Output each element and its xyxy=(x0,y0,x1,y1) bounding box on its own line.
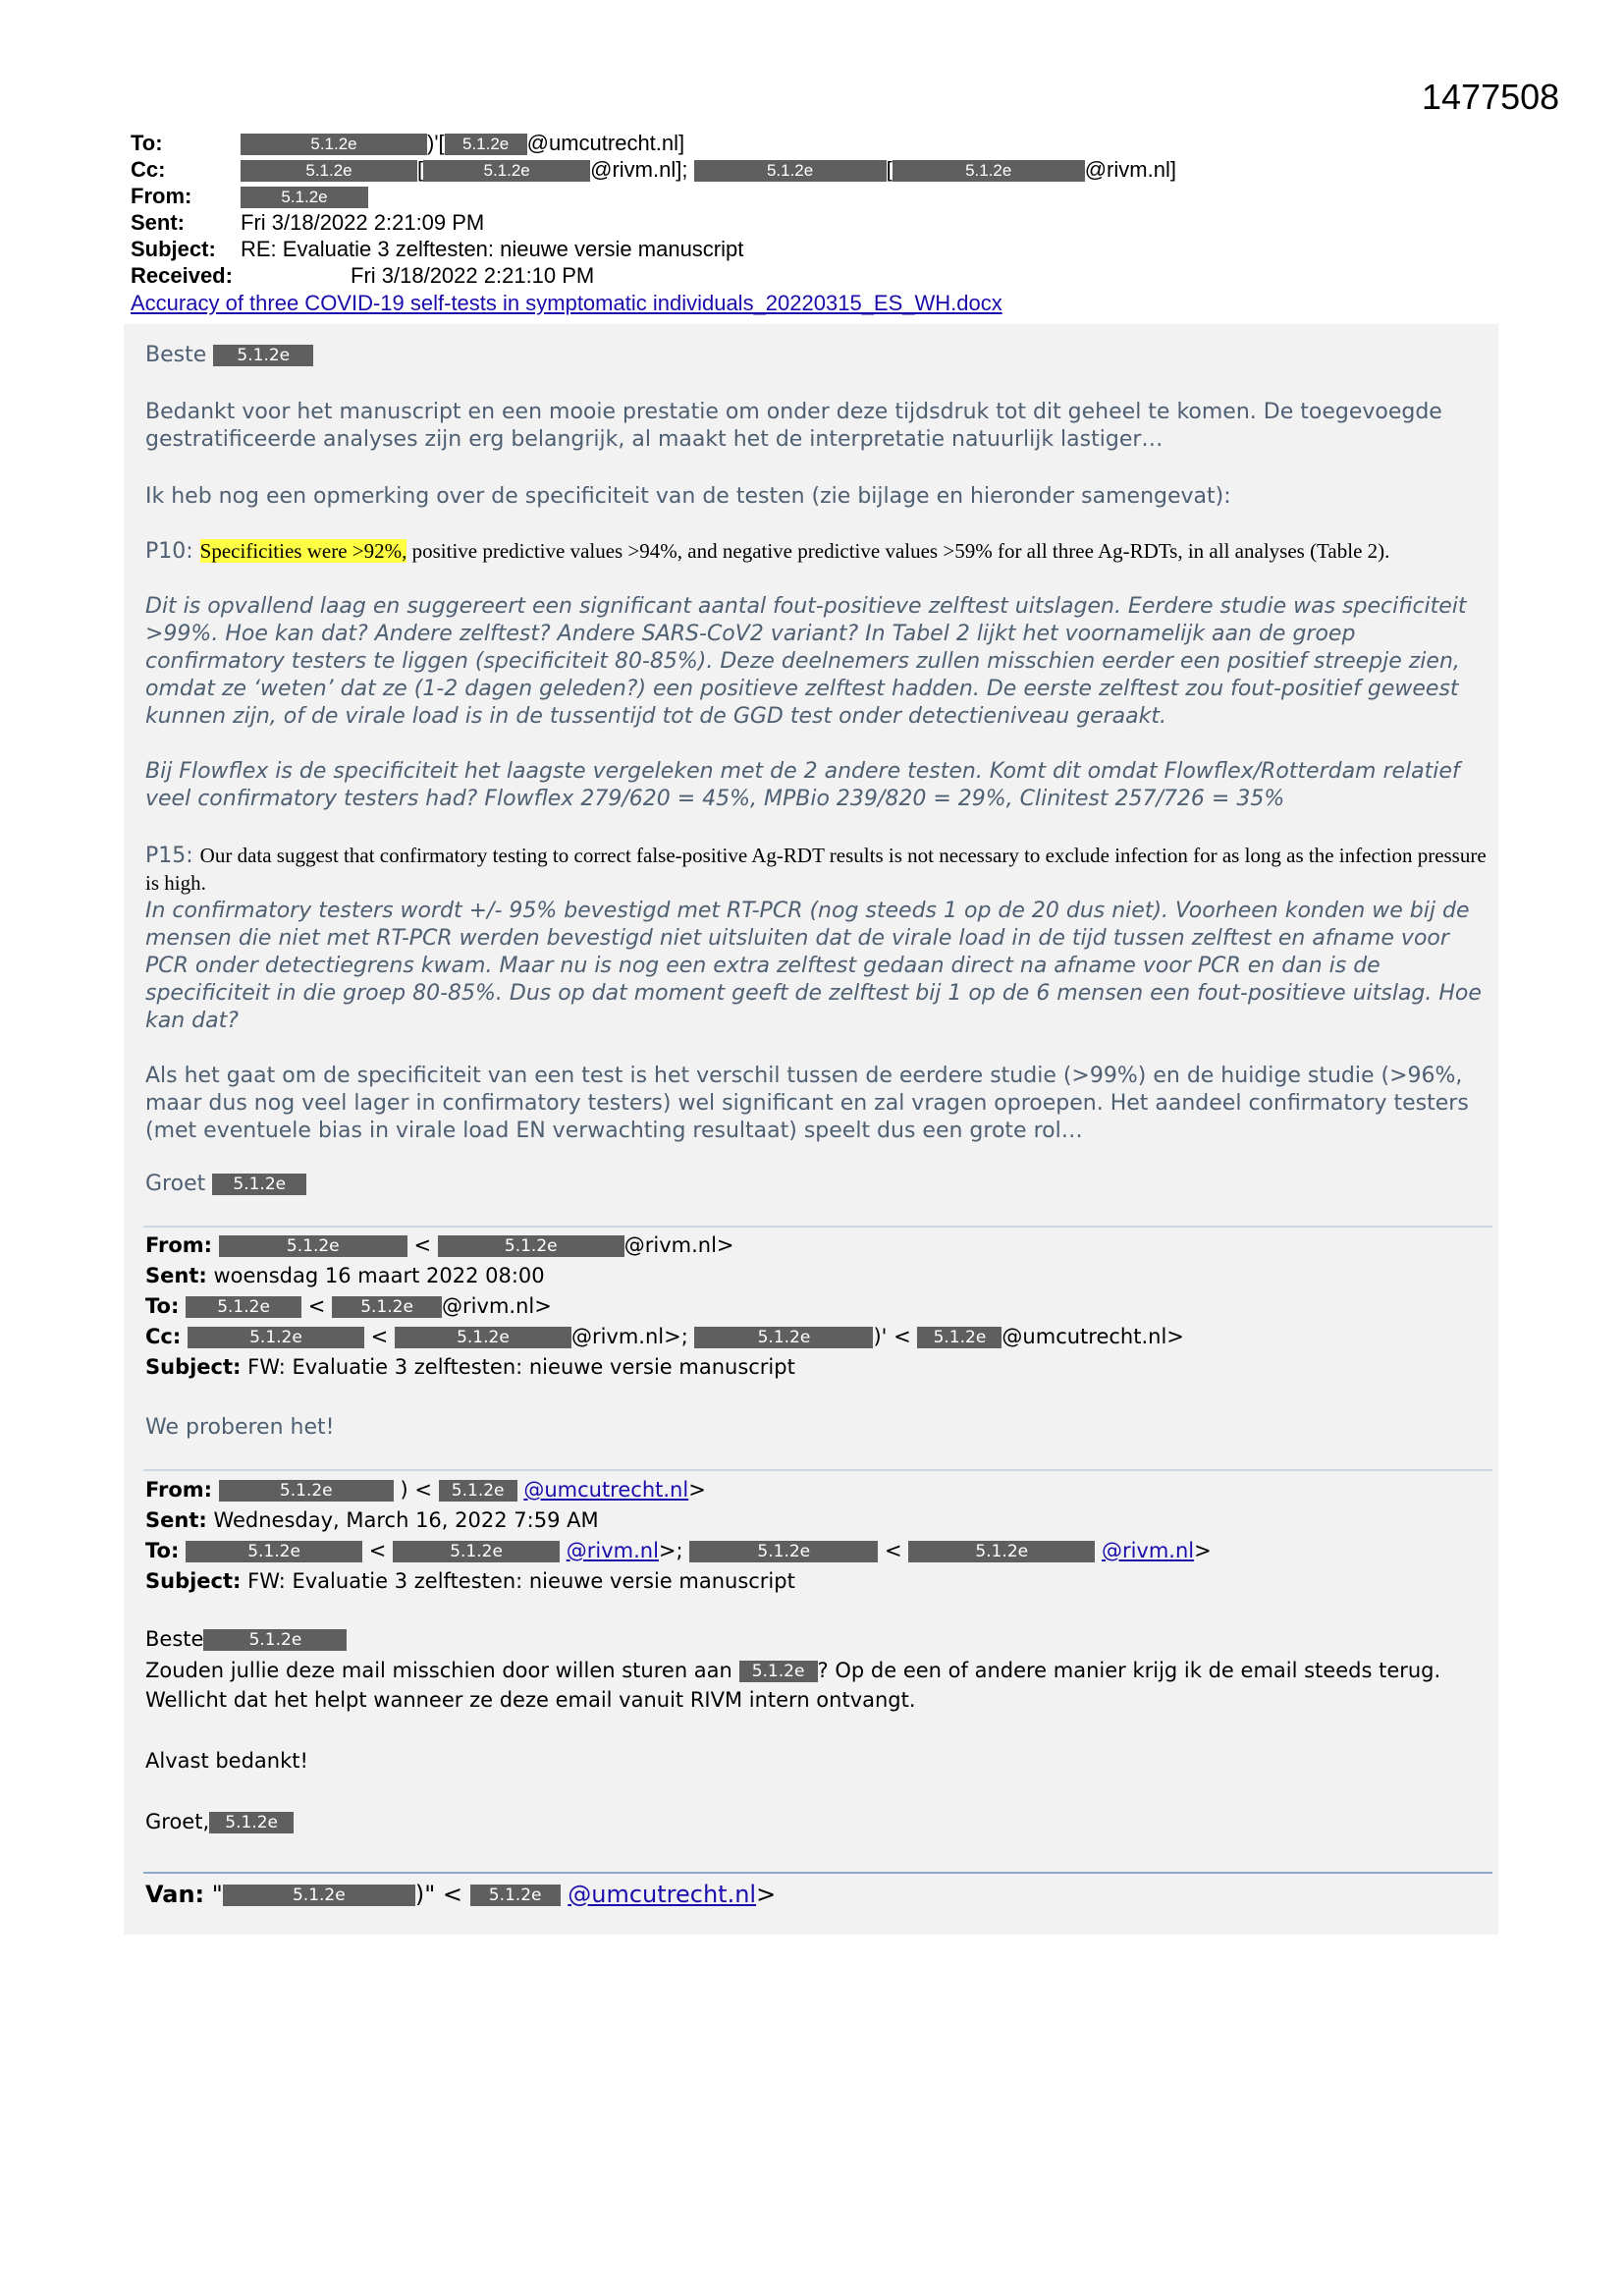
fwd2-greeting-text: Beste xyxy=(145,1627,204,1651)
fwd1-sent-label: Sent: xyxy=(145,1264,207,1287)
closing-text: Groet xyxy=(145,1172,206,1196)
redaction-box: 5.1.2e xyxy=(212,1174,306,1195)
fwd1-subject-label: Subject: xyxy=(145,1355,242,1379)
to-sep: )'[ xyxy=(427,131,445,155)
fwd2-gt: > xyxy=(688,1478,706,1502)
sent-label: Sent: xyxy=(131,210,185,235)
subject-label: Subject: xyxy=(131,237,216,261)
redaction-box: 5.1.2e xyxy=(203,1629,347,1651)
quote-p10 xyxy=(145,538,1490,566)
header-from-row xyxy=(131,184,368,209)
fwd1-cc-row xyxy=(145,1324,1184,1349)
fwd2-subject-value: FW: Evaluatie 3 zelftesten: nieuwe versie manuscript xyxy=(247,1569,795,1593)
fwd2-to-link-1[interactable]: @rivm.nl xyxy=(566,1539,659,1562)
fwd2-line1-b: ? Op de een of andere manier krijg ik de email steeds terug. xyxy=(817,1659,1441,1682)
redaction-box: 5.1.2e xyxy=(438,1235,624,1257)
fwd2-lt: < xyxy=(414,1478,432,1502)
fwd2-to-row xyxy=(145,1538,1212,1563)
redaction-box: 5.1.2e xyxy=(241,134,427,155)
fwd1-sent-row xyxy=(145,1263,545,1288)
fwd1-cc-quote: )' xyxy=(873,1325,888,1348)
quote-p15 xyxy=(145,843,1490,898)
greeting xyxy=(145,342,1490,369)
fwd2-from-label: From: xyxy=(145,1478,213,1502)
redaction-box: 5.1.2e xyxy=(694,160,887,182)
fwd1-message: We proberen het! xyxy=(145,1415,335,1440)
van-quote-open: " xyxy=(211,1881,223,1908)
redaction-box: 5.1.2e xyxy=(908,1541,1095,1562)
from-label: From: xyxy=(131,184,192,208)
fwd1-sent-value: woensdag 16 maart 2022 08:00 xyxy=(213,1264,545,1287)
van-row xyxy=(145,1880,776,1909)
fwd2-to-link-2[interactable]: @rivm.nl xyxy=(1101,1539,1195,1562)
redaction-box: 5.1.2e xyxy=(241,160,417,182)
redaction-box: 5.1.2e xyxy=(188,1327,364,1348)
redaction-box: 5.1.2e xyxy=(186,1296,301,1318)
p15-text: Our data suggest that confirmatory testing to correct false-positive Ag-RDT results is not necessary to exclude infection for as long as the infection pressure is high. xyxy=(145,844,1487,895)
cc-domain-2: @rivm.nl] xyxy=(1084,157,1176,182)
fwd1-cc-domain-2: @umcutrecht.nl> xyxy=(1001,1325,1184,1348)
redaction-box: 5.1.2e xyxy=(395,1327,571,1348)
fwd2-subject-row xyxy=(145,1568,795,1594)
fwd1-lt: < xyxy=(413,1233,432,1257)
document-id: 1477508 xyxy=(1422,77,1560,117)
fwd1-from-label: From: xyxy=(145,1233,213,1257)
redaction-box: 5.1.2e xyxy=(186,1541,362,1562)
van-quote-close: )" xyxy=(414,1881,436,1908)
redaction-box: 5.1.2e xyxy=(694,1327,873,1348)
fwd2-from-row xyxy=(145,1477,706,1503)
redaction-box: 5.1.2e xyxy=(423,160,590,182)
paragraph-conclusion: Als het gaat om de specificiteit van een test is het verschil tussen de eerdere studie (>99%) en de huidige studie (>96%, maar dus nog veel lager in confirmatory testers) wel significant en zal vragen oproepen. Het aandeel confirmatory testers (met eventuele bias in virale load EN verwachting resultaat) speelt dus een grote rol… xyxy=(145,1064,1469,1143)
fwd1-cc-domain-1: @rivm.nl>; xyxy=(570,1325,688,1348)
redaction-box: 5.1.2e xyxy=(445,134,527,155)
fwd1-from-domain: @rivm.nl> xyxy=(623,1233,734,1257)
to-domain: @umcutrecht.nl] xyxy=(526,131,685,155)
fwd2-closing-text: Groet, xyxy=(145,1810,210,1833)
redaction-box: 5.1.2e xyxy=(213,345,313,366)
fwd1-cc-label: Cc: xyxy=(145,1325,182,1348)
fwd2-sent-row xyxy=(145,1507,599,1533)
sent-value: Fri 3/18/2022 2:21:09 PM xyxy=(241,210,485,235)
paragraph-remark: Ik heb nog een opmerking over de specificiteit van de testen (zie bijlage en hieronder samengevat): xyxy=(145,484,1231,509)
fwd2-line2: Wellicht dat het helpt wanneer ze deze email vanuit RIVM intern ontvangt. xyxy=(145,1688,916,1712)
fwd1-lt: < xyxy=(893,1325,911,1348)
redaction-box: 5.1.2e xyxy=(739,1661,818,1682)
attachment-link[interactable]: Accuracy of three COVID-19 self-tests in symptomatic individuals_20220315_ES_WH.docx xyxy=(131,291,1002,315)
van-gt: > xyxy=(756,1881,777,1908)
fwd2-to-sep: >; xyxy=(658,1539,683,1562)
fwd2-thanks: Alvast bedankt! xyxy=(145,1749,308,1773)
paragraph-thanks: Bedankt voor het manuscript en een mooie prestatie om onder deze tijdsdruk tot dit geheel te komen. De toegevoegde gestratificeerde analyses zijn erg belangrijk, al maakt het de interpretatie natuurlijk lastiger… xyxy=(145,400,1442,452)
fwd2-subject-label: Subject: xyxy=(145,1569,242,1593)
redaction-box: 5.1.2e xyxy=(223,1885,415,1906)
fwd2-line1-a: Zouden jullie deze mail misschien door willen sturen aan xyxy=(145,1659,732,1682)
fwd2-sent-label: Sent: xyxy=(145,1508,207,1532)
redaction-box: 5.1.2e xyxy=(393,1541,560,1562)
fwd2-lt: < xyxy=(368,1539,387,1562)
separator xyxy=(143,1872,1492,1874)
redaction-box: 5.1.2e xyxy=(689,1541,878,1562)
received-value: Fri 3/18/2022 2:21:10 PM xyxy=(351,263,595,288)
subject-value: RE: Evaluatie 3 zelftesten: nieuwe versie manuscript xyxy=(241,237,744,261)
separator xyxy=(143,1469,1492,1471)
fwd1-to-label: To: xyxy=(145,1294,180,1318)
comment-p10: Dit is opvallend laag en suggereert een significant aantal fout-positieve zelftest uitslagen. Eerdere studie was specificiteit >99%. Hoe kan dat? Andere zelftest? Andere SARS-CoV2 variant? In Tabel 2 lijkt het voornamelijk aan de groep confirmatory testers te liggen (specificiteit 80-85%). Deze deelnemers zullen misschien eerder een positief streepje zien, omdat ze ‘weten’ dat ze (1-2 dagen geleden?) een positieve zelftest hadden. De eerste zelftest zou fout-positief geweest kunnen zijn, of de virale load is in de tussentijd tot de GGD test onder detectieniveau geraakt. xyxy=(145,594,1467,729)
redaction-box: 5.1.2e xyxy=(439,1480,517,1502)
header-to-row xyxy=(131,131,684,156)
header-cc-row xyxy=(131,157,1176,183)
redaction-box: 5.1.2e xyxy=(332,1296,442,1318)
redaction-box: 5.1.2e xyxy=(219,1480,394,1502)
fwd1-to-domain: @rivm.nl> xyxy=(442,1294,552,1318)
cc-bracket: [ xyxy=(886,157,893,182)
redaction-box: 5.1.2e xyxy=(219,1235,407,1257)
fwd2-lt: < xyxy=(884,1539,902,1562)
fwd1-lt: < xyxy=(307,1294,326,1318)
redaction-box: 5.1.2e xyxy=(209,1812,294,1833)
redaction-box: 5.1.2e xyxy=(241,187,368,208)
fwd2-paren: ) xyxy=(400,1478,408,1502)
fwd2-closing xyxy=(145,1809,294,1834)
cc-domain-1: @rivm.nl]; xyxy=(590,157,688,182)
fwd1-subject-row xyxy=(145,1354,795,1380)
p15-label: P15: xyxy=(145,844,200,868)
cc-label: Cc: xyxy=(131,157,166,182)
p10-text: positive predictive values >94%, and negative predictive values >59% for all three Ag-RDTs, in all analyses (Table 2). xyxy=(406,539,1390,563)
to-label: To: xyxy=(131,131,163,155)
p10-highlight: Specificities were >92%, xyxy=(199,539,407,563)
redaction-box: 5.1.2e xyxy=(470,1885,561,1906)
redaction-box: 5.1.2e xyxy=(893,160,1085,182)
greeting-text: Beste xyxy=(145,343,207,367)
cc-bracket: [ xyxy=(417,157,424,182)
fwd2-sent-value: Wednesday, March 16, 2022 7:59 AM xyxy=(213,1508,599,1532)
comment-flowflex: Bij Flowflex is de specificiteit het laagste vergeleken met de 2 andere testen. Komt dit omdat Flowflex/Rotterdam relatief veel confirmatory testers had? Flowflex 279/620 = 45%, MPBio 239/820 = 29%, Clinitest 257/726 = 35% xyxy=(145,759,1460,811)
header-sent-row xyxy=(131,210,484,236)
separator xyxy=(143,1226,1492,1228)
fwd1-subject-value: FW: Evaluatie 3 zelftesten: nieuwe versie manuscript xyxy=(247,1355,795,1379)
header-received-row xyxy=(131,263,594,289)
comment-p15: In confirmatory testers wordt +/- 95% bevestigd met RT-PCR (nog steeds 1 op de 20 dus niet). Voorheen konden we bij de mensen die niet met RT-PCR werden bevestigd niet uitsluiten dat de virale load in de tijd tussen zelftest en afname voor PCR onder detectiegrens kwam. Maar nu is nog een extra zelftest gedaan direct na afname voor PCR en dan is de specificiteit in die groep 80-85%. Dus op dat moment geeft de zelftest bij 1 op de 6 mensen een fout-positieve uitslag. Hoe kan dat? xyxy=(145,899,1482,1033)
van-link[interactable]: @umcutrecht.nl xyxy=(568,1881,757,1908)
van-label: Van: xyxy=(145,1881,205,1908)
fwd2-from-link[interactable]: @umcutrecht.nl xyxy=(523,1478,689,1502)
received-label: Received: xyxy=(131,263,233,288)
van-lt: < xyxy=(442,1881,462,1908)
p10-label: P10: xyxy=(145,539,200,564)
fwd2-greeting xyxy=(145,1626,347,1652)
closing xyxy=(145,1171,1490,1198)
header-subject-row xyxy=(131,237,743,262)
fwd1-from-row xyxy=(145,1232,734,1258)
redaction-box: 5.1.2e xyxy=(917,1327,1001,1348)
fwd1-to-row xyxy=(145,1293,552,1319)
fwd1-lt: < xyxy=(370,1325,389,1348)
fwd2-line1 xyxy=(145,1658,1440,1683)
fwd2-to-label: To: xyxy=(145,1539,180,1562)
fwd2-gt: > xyxy=(1194,1539,1212,1562)
